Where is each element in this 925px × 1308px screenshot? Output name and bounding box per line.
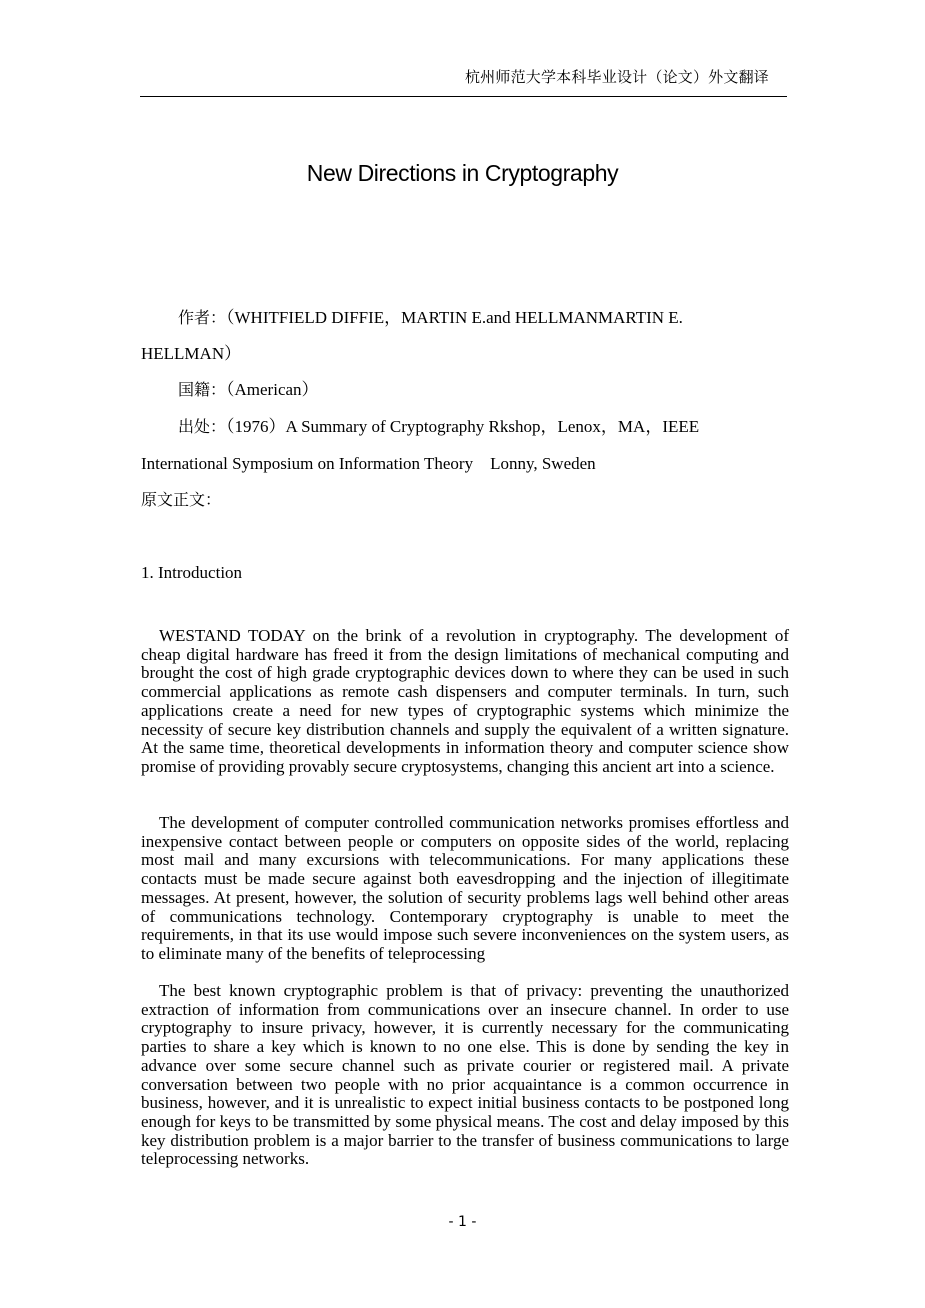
nationality-line	[141, 380, 826, 400]
nationality-value: （American）	[226, 380, 319, 399]
source-line	[141, 417, 826, 437]
paragraph: The best known cryptographic problem is that of privacy: preventing the unauthorized extraction of information from communications over an insecure channel. In order to use cryptography to insure privacy, however, it is currently necessary for the communicating parties to share a key which is known to no one else. This is done by sending the key in advance over some secure channel such as private courier or registered mail. A private conversation between two people with no prior acquaintance is a common occurrence in business, however, and it is unrealistic to expect initial business contacts to be postponed long enough for keys to be transmitted by some physical means. The cost and delay imposed by this key distribution problem is a major barrier to the transfer of business communications to large teleprocessing networks.	[141, 981, 789, 1169]
source-line-continued: International Symposium on Information Theory Lonny, Sweden	[141, 454, 596, 473]
author-label: 作者：	[178, 308, 227, 327]
paper-title: New Directions in Cryptography	[306, 160, 619, 186]
page-number: - 1 -	[448, 1214, 477, 1230]
author-line	[141, 308, 826, 328]
author-line-continued: HELLMAN）	[141, 344, 242, 363]
section-heading: 1. Introduction	[141, 563, 243, 582]
original-text-label: 原文正文：	[141, 490, 222, 509]
original-text-label-line	[141, 490, 789, 510]
paragraph: The development of computer controlled communication networks promises effortless and inexpensive contact between people or computers on opposite sides of the world, replacing most mail and many excursions with telecommunications. For many applications these contacts must be made secure against both eavesdropping and the injection of illegitimate messages. At present, however, the solution of security problems lags well behind other areas of communications technology. Contemporary cryptography is unable to meet the requirements, in that its use would impose such severe inconveniences on the system users, as to eliminate many of the benefits of teleprocessing	[141, 813, 789, 963]
source-label: 出处：	[178, 417, 227, 436]
source-value: （1976）A Summary of Cryptography Rkshop，Lenox，MA，IEEE	[226, 417, 700, 436]
paragraph: WESTAND TODAY on the brink of a revolution in cryptography. The development of cheap digital hardware has freed it from the design limitations of mechanical computing and brought the cost of high grade cryptographic devices down to where they can be used in such commercial applications as remote cash dispensers and computer terminals. In turn, such applications create a need for new types of cryptographic systems which minimize the necessity of secure key distribution channels and supply the equivalent of a written signature. At the same time, theoretical developments in information theory and computer science show promise of providing provably secure cryptosystems, changing this ancient art into a science.	[141, 626, 789, 776]
header-divider	[140, 96, 787, 97]
nationality-label: 国籍：	[178, 380, 227, 399]
running-header: 杭州师范大学本科毕业设计（论文）外文翻译	[464, 68, 769, 86]
author-value: （WHITFIELD DIFFIE，MARTIN E.and HELLMANMARTIN E.	[226, 308, 683, 327]
